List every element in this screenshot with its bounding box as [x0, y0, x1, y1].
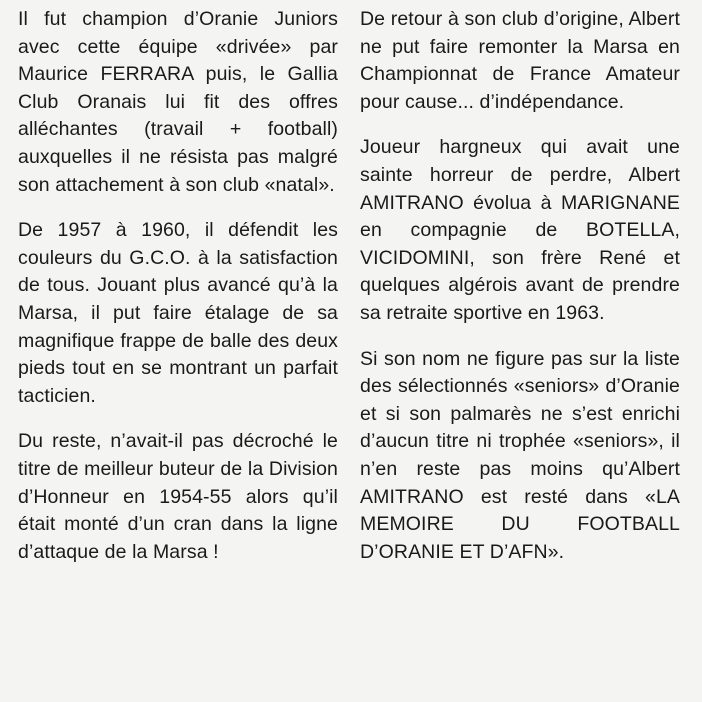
paragraph: Du reste, n’avait-il pas décroché le titre de meilleur buteur de la Division d’Honneur en 1954-55 alors qu’il était monté d’un cran dans la ligne d’attaque de la Marsa ! — [18, 430, 338, 563]
paragraph: De retour à son club d’origine, Albert ne put faire remonter la Marsa en Championnat de France Amateur pour cause... d’indépendance. — [360, 8, 680, 113]
paragraph: Il fut champion d’Oranie Juniors avec cette équipe «drivée» par Maurice FERRARA puis, le Gallia Club Oranais lui fit des offres alléchantes (travail + football) auxquelles il ne résista pas malgré son attachement à son club «natal». — [18, 8, 338, 196]
paragraph: Si son nom ne figure pas sur la liste des sélectionnés «seniors» d’Oranie et si son palmarès ne s’est enrichi d’aucun titre ni trophée «seniors», il n’en reste pas moins qu’Albert AMITRANO est resté dans «LA MEMOIRE DU FOOTBALL D’ORANIE ET D’AFN». — [360, 347, 680, 563]
right-column — [360, 6, 680, 702]
left-column — [18, 6, 338, 702]
paragraph: Joueur hargneux qui avait une sainte horreur de perdre, Albert AMITRANO évolua à MARIGNANE en compagnie de BOTELLA, VICIDOMINI, son frère René et quelques algérois avant de prendre sa retraite sportive en 1963. — [360, 136, 680, 324]
paragraph: De 1957 à 1960, il défendit les couleurs du G.C.O. à la satisfaction de tous. Jouant plus avancé qu’à la Marsa, il put faire étalage de sa magnifique frappe de balle des deux pieds tout en se montrant un parfait tacticien. — [18, 219, 338, 407]
